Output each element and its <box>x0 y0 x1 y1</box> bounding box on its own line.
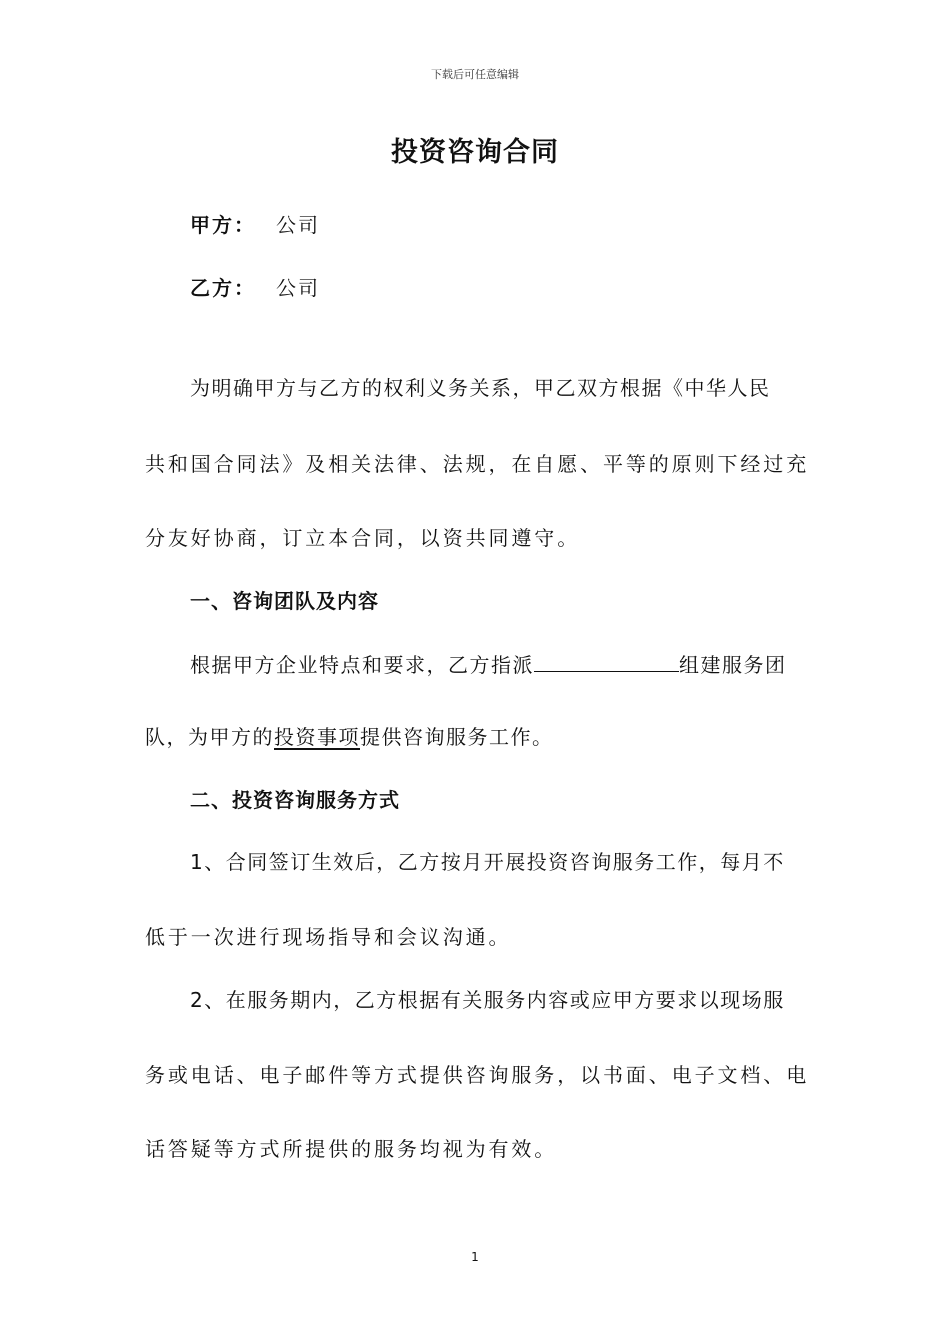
underlined-term: 投资事项 <box>274 725 360 749</box>
fill-in-blank <box>534 649 679 672</box>
party-a-label: 甲方： <box>190 213 256 237</box>
header-note: 下载后可任意编辑 <box>431 68 519 81</box>
section-2-heading: 二、投资咨询服务方式 <box>190 788 400 812</box>
section-2-item-1-line-1: 1、合同签订生效后，乙方按月开展投资咨询服务工作，每月不 <box>190 850 785 874</box>
section-2-item-1-line-2: 低于一次进行现场指导和会议沟通。 <box>145 925 512 949</box>
section-1-line-2-start: 队，为甲方的 <box>145 725 274 749</box>
section-1-line-1 <box>190 649 807 680</box>
party-a <box>190 210 320 240</box>
section-2-item-2-line-1: 2、在服务期内，乙方根据有关服务内容或应甲方要求以现场服 <box>190 988 785 1012</box>
document-title: 投资咨询合同 <box>391 137 559 168</box>
party-a-value: 公司 <box>276 213 320 237</box>
party-b-value: 公司 <box>276 276 320 300</box>
section-1-line-2-end: 提供咨询服务工作。 <box>360 725 554 749</box>
section-2-item-2-line-2: 务或电话、电子邮件等方式提供咨询服务，以书面、电子文档、电 <box>145 1063 810 1087</box>
preamble-line-3: 分友好协商，订立本合同，以资共同遵守。 <box>145 526 581 550</box>
section-1-line-2 <box>145 722 807 752</box>
party-b <box>190 273 320 303</box>
page-number: 1 <box>471 1250 479 1264</box>
party-b-label: 乙方： <box>190 276 256 300</box>
section-1-line-1-start: 根据甲方企业特点和要求，乙方指派 <box>190 653 534 677</box>
preamble-line-2: 共和国合同法》及相关法律、法规，在自愿、平等的原则下经过充 <box>145 452 810 476</box>
preamble-line-1: 为明确甲方与乙方的权利义务关系，甲乙双方根据《中华人民 <box>190 376 771 400</box>
section-1-line-1-end: 组建服务团 <box>679 653 787 677</box>
section-1-heading: 一、咨询团队及内容 <box>190 589 379 613</box>
section-2-item-2-line-3: 话答疑等方式所提供的服务均视为有效。 <box>145 1137 558 1161</box>
